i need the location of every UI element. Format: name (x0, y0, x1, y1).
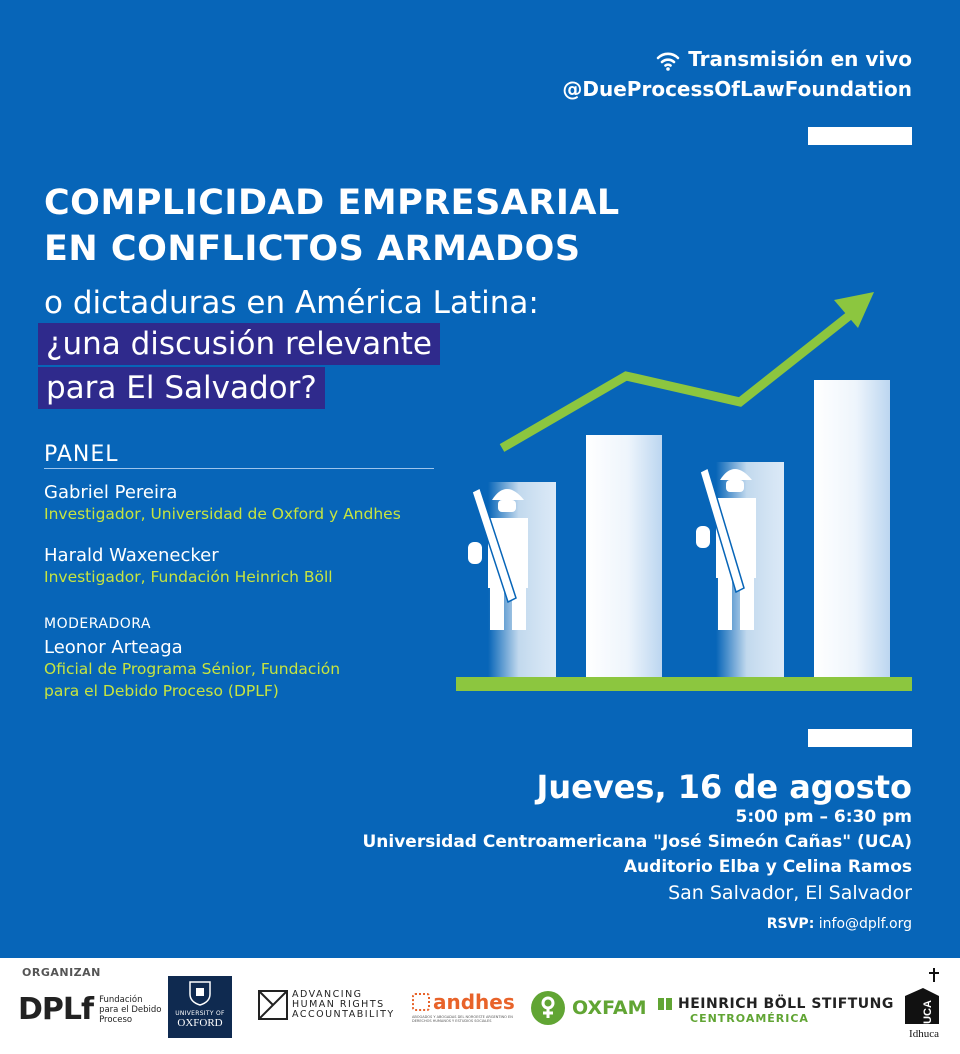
andhes-mark-icon (412, 993, 430, 1011)
idhuca-uca-text: UCA (922, 1000, 934, 1024)
dplf-text-2: para el Debido (99, 1004, 162, 1015)
oxford-logo (168, 976, 232, 1038)
highlighted-question (38, 323, 440, 411)
rsvp-info (767, 916, 912, 932)
speaker-role: Investigador, Fundación Heinrich Böll (44, 568, 333, 586)
event-auditorium: Auditorio Elba y Celina Ramos (623, 857, 912, 877)
oxford-text-1: UNIVERSITY OF (175, 1010, 225, 1017)
boell-text-1: HEINRICH BÖLL STIFTUNG (678, 996, 894, 1012)
oxford-text-2: OXFORD (177, 1017, 223, 1029)
ahra-text-1: ADVANCING (292, 989, 363, 1000)
chart-baseline (456, 677, 912, 691)
wifi-icon (656, 51, 680, 71)
boell-logo (658, 996, 894, 1025)
oxfam-mark-icon (530, 990, 566, 1026)
oxfam-text: OXFAM (572, 997, 647, 1019)
boell-mark-icon (658, 998, 664, 1010)
moderator (44, 637, 340, 702)
live-stream-info (562, 44, 912, 104)
rsvp-label: RSVP: (766, 916, 815, 932)
event-city: San Salvador, El Salvador (668, 882, 912, 904)
panel-divider (44, 468, 434, 469)
dplf-text-1: Fundación (99, 994, 143, 1005)
event-time: 5:00 pm – 6:30 pm (735, 807, 912, 827)
event-date: Jueves, 16 de agosto (536, 768, 912, 806)
oxford-crest-icon (188, 980, 212, 1006)
title-line-1: COMPLICIDAD EMPRESARIAL (44, 183, 620, 223)
organizers-label: ORGANIZAN (22, 966, 101, 979)
social-handle[interactable]: @DueProcessOfLawFoundation (562, 77, 912, 101)
dplf-mark: DPLf (18, 992, 94, 1027)
speaker-2 (44, 545, 333, 588)
illustration-chart-soldiers (440, 280, 920, 700)
ahra-text-2: HUMAN RIGHTS (292, 999, 385, 1010)
moderator-role-1: Oficial de Programa Sénior, Fundación (44, 660, 341, 678)
bar-3 (814, 380, 890, 680)
event-venue: Universidad Centroamericana "José Simeón Cañas" (UCA) (362, 832, 912, 852)
boell-text-2: CENTROAMÉRICA (690, 1012, 809, 1025)
moderator-label: MODERADORA (44, 616, 151, 632)
boell-mark-icon-2 (666, 998, 672, 1010)
ahra-text-3: ACCOUNTABILITY (292, 1009, 395, 1020)
title-line-2: EN CONFLICTOS ARMADOS (44, 229, 581, 269)
rsvp-email[interactable]: info@dplf.org (818, 916, 912, 932)
idhuca-logo (900, 966, 948, 1040)
ahra-logo (258, 990, 395, 1020)
panel-heading: PANEL (44, 442, 119, 467)
highlight-line-1: ¿una discusión relevante (38, 323, 440, 365)
trend-line (502, 304, 864, 448)
organizers-footer (0, 958, 960, 1054)
oxfam-logo (530, 990, 647, 1026)
andhes-logo (412, 990, 516, 1023)
highlight-line-2: para El Salvador? (38, 367, 325, 409)
speaker-name: Gabriel Pereira (44, 482, 178, 503)
ahra-mark-icon (258, 990, 288, 1020)
dplf-text-3: Proceso (99, 1014, 133, 1025)
decorative-bar-bottom (808, 729, 912, 747)
idhuca-mark-icon (901, 966, 947, 1028)
andhes-subtext: ABOGADOS Y ABOGADAS DEL NOROESTE ARGENTINO EN DERECHOS HUMANOS Y ESTUDIOS SOCIALES (412, 1015, 513, 1023)
speaker-role: Investigador, Universidad de Oxford y Andhes (44, 505, 401, 523)
speaker-name: Harald Waxenecker (44, 545, 219, 566)
idhuca-text: Idhuca (909, 1028, 939, 1040)
moderator-name: Leonor Arteaga (44, 637, 183, 658)
speaker-1 (44, 482, 401, 525)
title-line-3: o dictaduras en América Latina: (44, 285, 539, 321)
moderator-role-2: para el Debido Proceso (DPLF) (44, 682, 279, 700)
event-title (44, 180, 620, 272)
andhes-text: andhes (433, 990, 515, 1014)
decorative-bar-top (808, 127, 912, 145)
dplf-logo (18, 992, 162, 1027)
live-label: Transmisión en vivo (688, 47, 912, 71)
bar-1 (586, 435, 662, 680)
